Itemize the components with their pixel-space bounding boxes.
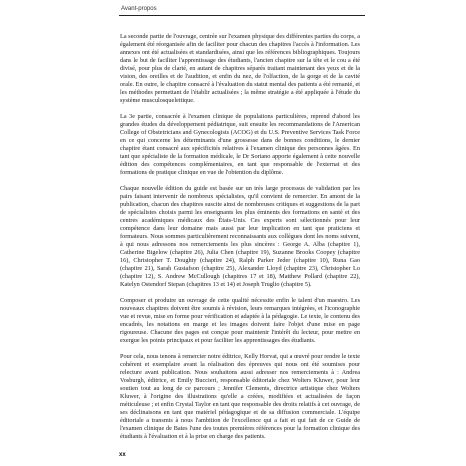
paragraph: Composer et produire un ouvrage de cette qualité nécessite enfin le talent d'un maestro. Les nouveaux chapitres doivent être soumis à révision, leurs remarques intégrées, et l'iconographie vue et revue, mise en forme pour vérification et adaptée à la pédagogie. Le texte, le contenu des encadrés, les notations en marge et les images doivent faire l'objet d'une mise en page rigoureuse. Chacune des pages est conçue pour maintenir l'intérêt du lecteur, pour mettre en exergue les points principaux et pour faciliter les apprentissages des étudiants.	[120, 297, 360, 344]
running-header: Avant-propos	[121, 6, 157, 12]
paragraph: La seconde partie de l'ouvrage, centrée sur l'examen physique des différentes parties du corps, a également été réorganisée afin de faciliter pour chacun des chapitres l'accès à l'information. Les annexes ont été actualisées et standardisées, ainsi que les références bibliographiques. Toujours dans le but de faciliter l'apprentissage des étudiants, l'ancien chapitre sur la tête et le cou a été divisé, pour plus de clarté, en autant de chapitres séparés traitant maintenant des yeux et de la vision, des oreilles et de l'audition, et enfin du nez, de l'olfaction, de la gorge et de la cavité orale. En outre, le chapitre consacré à l'évaluation du statut mental des patients a été remanié, et les méthodes permettant de l'établir actualisées ; la même stratégie a été appliquée à l'étude du système musculosquelettique.	[120, 33, 360, 104]
paragraph: La 3e partie, consacrée à l'examen clinique de populations particulières, reprend d'abord les grandes études du développement pédiatrique, suit ensuite les recommandations de l'American College of Obstetricians and Gynecologists (ACOG) et du U.S. Preventive Services Task Force en ce qui concerne les déterminants d'une grossesse dans de bonnes conditions, le dernier chapitre étant consacré aux spécificités relatives à l'examen clinique des personnes âgées. En tant que spécialiste de la formation médicale, le Dr Soriano apporte également à cette nouvelle édition des compétences complémentaires, en tant que responsable de l'externat et des formations de pratique clinique en vue de l'obtention du diplôme.	[120, 113, 360, 176]
page-number: xx	[119, 452, 126, 458]
paragraph: Pour cela, nous tenons à remercier notre éditrice, Kelly Horvat, qui a œuvré pour rendre le texte cohérent et exemplaire avant la réalisation des épreuves qui nous ont été soumises pour relecture avant publication. Nous souhaitons aussi adresser nos remerciements à : Andrea Vosburgh, éditrice, et Emily Buccieri, responsable éditoriale chez Wolters Kluwer, pour leur soutien tout au long de ce parcours ; Jennifer Clements, directrice artistique chez Wolters Kluwer, à l'origine des illustrations qu'elle a créées, modifiées et actualisées de façon méticuleuse ; et enfin Crystal Taylor en tant que responsable des droits relatifs à cet ouvrage, de ses déclinaisons en tant que matériel pédagogique et de sa diffusion commerciale. L'équipe éditoriale a transmis à nous l'ambition de l'excellence qui a fait et qui fait de ce Guide de l'examen clinique de Bates l'une des toutes premières références pour la formation clinique des étudiants à l'évaluation et à la prise en charge des patients.	[120, 353, 360, 440]
paragraph: Chaque nouvelle édition du guide est basée sur un très large processus de validation par les pairs faisant intervenir de nombreux spécialistes, qu'il convient de remercier. En amont de la publication, chacun des chapitres suscite ainsi de nombreuses critiques et suggestions de la part de spécialistes choisis parmi les enseignants les plus éminents des formations en santé et des centres académiques médicaux des États-Unis. Ces experts sont sélectionnés pour leur compétence dans leur domaine mais aussi par leur implication en tant que praticiens et formateurs. Nous sommes particulièrement reconnaissants aux collègues dont les noms suivent, à qui nous adressons nos remerciements les plus sincères : George A. Alba (chapitre 1), Catherine Bigelow (chapitre 26), Julia Chen (chapitre 19), Suzanne Brooks Coopey (chapitre 16), Christopher T. Doughty (chapitre 24), Ralph Parker Jeder (chapitre 10), Runa Gao (chapitre 21), Sarah Gustafson (chapitre 25), Alexander Lloyd (chapitre 23), Christopher Lo (chapitre 12), S. Andrew McCullough (chapitres 17 et 18), Matthew Pollard (chapitre 22), Katelyn Ostendorf Stepan (chapitres 13 et 14) et Joseph Truglio (chapitre 5).	[120, 185, 360, 288]
body-text	[120, 33, 360, 449]
header-rule	[119, 15, 365, 16]
